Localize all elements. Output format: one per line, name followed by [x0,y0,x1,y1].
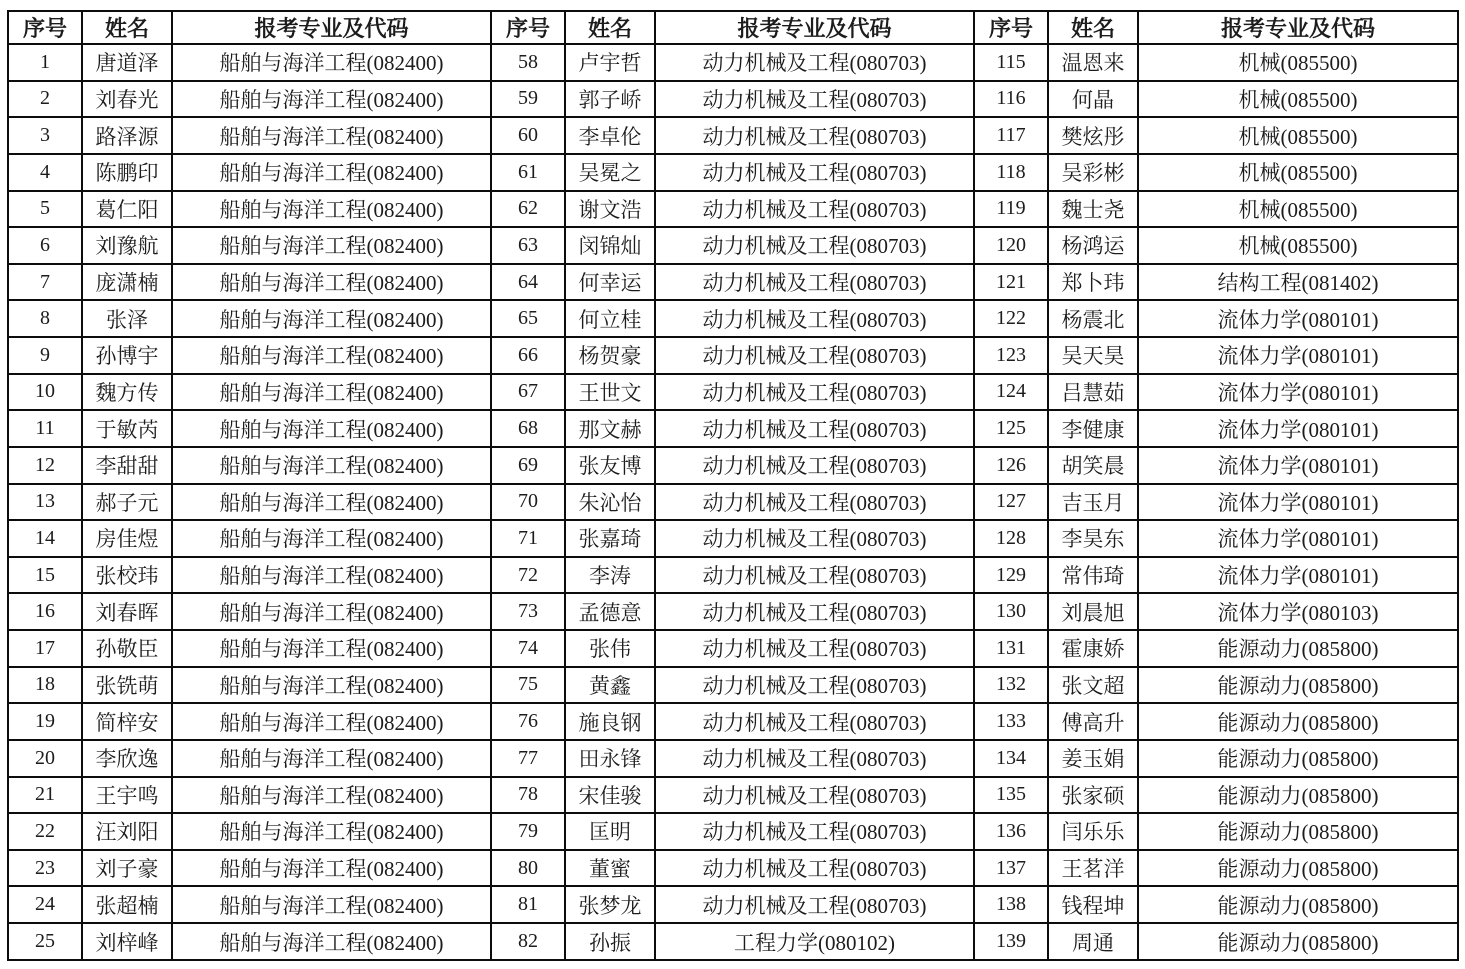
name-cell: 郭子峤 [565,81,655,118]
major-cell: 流体力学(080101) [1138,447,1458,484]
major-cell: 动力机械及工程(080703) [655,300,974,337]
name-cell: 路泽源 [82,117,172,154]
name-cell: 钱程坤 [1048,886,1138,923]
name-cell: 闵锦灿 [565,227,655,264]
name-cell: 张校玮 [82,557,172,594]
major-cell: 船舶与海洋工程(082400) [172,630,491,667]
name-cell: 张泽 [82,300,172,337]
name-cell: 王世文 [565,374,655,411]
name-cell: 王宇鸣 [82,777,172,814]
name-cell: 李健康 [1048,410,1138,447]
major-cell: 流体力学(080101) [1138,484,1458,521]
major-cell: 流体力学(080101) [1138,557,1458,594]
seq-cell: 125 [974,410,1048,447]
major-cell: 能源动力(085800) [1138,850,1458,887]
seq-cell: 23 [8,850,82,887]
seq-cell: 123 [974,337,1048,374]
seq-cell: 13 [8,484,82,521]
seq-cell: 25 [8,923,82,960]
seq-cell: 131 [974,630,1048,667]
name-cell: 董蜜 [565,850,655,887]
seq-cell: 115 [974,44,1048,81]
seq-cell: 120 [974,227,1048,264]
seq-cell: 137 [974,850,1048,887]
seq-cell: 8 [8,300,82,337]
major-cell: 动力机械及工程(080703) [655,117,974,154]
name-cell: 郝子元 [82,484,172,521]
seq-cell: 7 [8,264,82,301]
seq-cell: 119 [974,191,1048,228]
major-cell: 船舶与海洋工程(082400) [172,593,491,630]
name-cell: 郑卜玮 [1048,264,1138,301]
seq-cell: 62 [491,191,565,228]
seq-cell: 128 [974,520,1048,557]
name-cell: 张家硕 [1048,777,1138,814]
major-cell: 船舶与海洋工程(082400) [172,703,491,740]
seq-cell: 71 [491,520,565,557]
seq-cell: 63 [491,227,565,264]
seq-cell: 132 [974,667,1048,704]
major-cell: 流体力学(080101) [1138,520,1458,557]
table-row [8,667,1458,704]
major-cell: 船舶与海洋工程(082400) [172,484,491,521]
major-cell: 机械(085500) [1138,191,1458,228]
major-cell: 船舶与海洋工程(082400) [172,264,491,301]
name-cell: 于敏芮 [82,410,172,447]
column-header-seq: 序号 [491,11,565,44]
major-cell: 动力机械及工程(080703) [655,484,974,521]
name-cell: 刘春晖 [82,593,172,630]
name-cell: 孟德意 [565,593,655,630]
seq-cell: 66 [491,337,565,374]
seq-cell: 58 [491,44,565,81]
name-cell: 姜玉娟 [1048,740,1138,777]
name-cell: 孙振 [565,923,655,960]
candidate-roster-table [7,10,1459,961]
major-cell: 船舶与海洋工程(082400) [172,117,491,154]
major-cell: 船舶与海洋工程(082400) [172,667,491,704]
major-cell: 能源动力(085800) [1138,777,1458,814]
name-cell: 常伟琦 [1048,557,1138,594]
name-cell: 房佳煜 [82,520,172,557]
name-cell: 胡笑晨 [1048,447,1138,484]
seq-cell: 12 [8,447,82,484]
column-header-name: 姓名 [82,11,172,44]
name-cell: 刘子豪 [82,850,172,887]
major-cell: 工程力学(080102) [655,923,974,960]
major-cell: 船舶与海洋工程(082400) [172,740,491,777]
name-cell: 杨鸿运 [1048,227,1138,264]
column-header-seq: 序号 [8,11,82,44]
seq-cell: 59 [491,81,565,118]
name-cell: 何立桂 [565,300,655,337]
major-cell: 动力机械及工程(080703) [655,44,974,81]
major-cell: 机械(085500) [1138,154,1458,191]
seq-cell: 19 [8,703,82,740]
major-cell: 船舶与海洋工程(082400) [172,557,491,594]
column-header-major: 报考专业及代码 [172,11,491,44]
seq-cell: 22 [8,813,82,850]
major-cell: 动力机械及工程(080703) [655,154,974,191]
name-cell: 张嘉琦 [565,520,655,557]
table-row [8,777,1458,814]
seq-cell: 121 [974,264,1048,301]
table-row [8,300,1458,337]
seq-cell: 116 [974,81,1048,118]
seq-cell: 20 [8,740,82,777]
seq-cell: 72 [491,557,565,594]
seq-cell: 122 [974,300,1048,337]
table-row [8,484,1458,521]
name-cell: 孙博宇 [82,337,172,374]
name-cell: 吴天昊 [1048,337,1138,374]
major-cell: 船舶与海洋工程(082400) [172,923,491,960]
major-cell: 流体力学(080101) [1138,410,1458,447]
name-cell: 樊炫彤 [1048,117,1138,154]
major-cell: 船舶与海洋工程(082400) [172,520,491,557]
seq-cell: 73 [491,593,565,630]
seq-cell: 135 [974,777,1048,814]
major-cell: 动力机械及工程(080703) [655,593,974,630]
major-cell: 动力机械及工程(080703) [655,813,974,850]
major-cell: 动力机械及工程(080703) [655,850,974,887]
name-cell: 魏方传 [82,374,172,411]
major-cell: 船舶与海洋工程(082400) [172,81,491,118]
major-cell: 船舶与海洋工程(082400) [172,154,491,191]
major-cell: 船舶与海洋工程(082400) [172,374,491,411]
seq-cell: 117 [974,117,1048,154]
table-row [8,410,1458,447]
table-row [8,154,1458,191]
name-cell: 闫乐乐 [1048,813,1138,850]
major-cell: 动力机械及工程(080703) [655,191,974,228]
table-row [8,447,1458,484]
seq-cell: 60 [491,117,565,154]
name-cell: 王茗洋 [1048,850,1138,887]
name-cell: 张文超 [1048,667,1138,704]
name-cell: 宋佳骏 [565,777,655,814]
name-cell: 张伟 [565,630,655,667]
seq-cell: 17 [8,630,82,667]
name-cell: 刘梓峰 [82,923,172,960]
name-cell: 霍康娇 [1048,630,1138,667]
seq-cell: 81 [491,886,565,923]
major-cell: 动力机械及工程(080703) [655,410,974,447]
major-cell: 能源动力(085800) [1138,886,1458,923]
seq-cell: 61 [491,154,565,191]
seq-cell: 11 [8,410,82,447]
name-cell: 何晶 [1048,81,1138,118]
column-header-major: 报考专业及代码 [655,11,974,44]
seq-cell: 15 [8,557,82,594]
major-cell: 动力机械及工程(080703) [655,337,974,374]
seq-cell: 129 [974,557,1048,594]
table-row [8,227,1458,264]
seq-cell: 127 [974,484,1048,521]
seq-cell: 65 [491,300,565,337]
seq-cell: 77 [491,740,565,777]
table-row [8,850,1458,887]
seq-cell: 68 [491,410,565,447]
seq-cell: 4 [8,154,82,191]
seq-cell: 24 [8,886,82,923]
seq-cell: 18 [8,667,82,704]
name-cell: 李欣逸 [82,740,172,777]
seq-cell: 10 [8,374,82,411]
seq-cell: 130 [974,593,1048,630]
name-cell: 匡明 [565,813,655,850]
major-cell: 能源动力(085800) [1138,740,1458,777]
major-cell: 能源动力(085800) [1138,923,1458,960]
major-cell: 结构工程(081402) [1138,264,1458,301]
major-cell: 能源动力(085800) [1138,703,1458,740]
name-cell: 温恩来 [1048,44,1138,81]
seq-cell: 139 [974,923,1048,960]
major-cell: 动力机械及工程(080703) [655,520,974,557]
major-cell: 流体力学(080101) [1138,300,1458,337]
header-row [8,11,1458,44]
seq-cell: 14 [8,520,82,557]
major-cell: 流体力学(080103) [1138,593,1458,630]
table-row [8,703,1458,740]
table-row [8,557,1458,594]
name-cell: 刘晨旭 [1048,593,1138,630]
major-cell: 机械(085500) [1138,81,1458,118]
major-cell: 动力机械及工程(080703) [655,227,974,264]
seq-cell: 76 [491,703,565,740]
name-cell: 卢宇哲 [565,44,655,81]
table-row [8,813,1458,850]
major-cell: 动力机械及工程(080703) [655,264,974,301]
major-cell: 船舶与海洋工程(082400) [172,850,491,887]
name-cell: 何幸运 [565,264,655,301]
name-cell: 施良钢 [565,703,655,740]
major-cell: 船舶与海洋工程(082400) [172,227,491,264]
name-cell: 张友博 [565,447,655,484]
name-cell: 孙敬臣 [82,630,172,667]
major-cell: 能源动力(085800) [1138,630,1458,667]
major-cell: 船舶与海洋工程(082400) [172,300,491,337]
seq-cell: 5 [8,191,82,228]
name-cell: 朱沁怡 [565,484,655,521]
table-row [8,886,1458,923]
seq-cell: 74 [491,630,565,667]
name-cell: 吉玉月 [1048,484,1138,521]
name-cell: 张超楠 [82,886,172,923]
major-cell: 能源动力(085800) [1138,667,1458,704]
major-cell: 动力机械及工程(080703) [655,667,974,704]
name-cell: 陈鹏印 [82,154,172,191]
name-cell: 张铣萌 [82,667,172,704]
name-cell: 吴冕之 [565,154,655,191]
name-cell: 那文赫 [565,410,655,447]
major-cell: 船舶与海洋工程(082400) [172,886,491,923]
table-row [8,337,1458,374]
seq-cell: 79 [491,813,565,850]
name-cell: 张梦龙 [565,886,655,923]
name-cell: 刘春光 [82,81,172,118]
major-cell: 动力机械及工程(080703) [655,777,974,814]
table-row [8,264,1458,301]
major-cell: 能源动力(085800) [1138,813,1458,850]
table-row [8,520,1458,557]
table-row [8,593,1458,630]
name-cell: 李卓伦 [565,117,655,154]
seq-cell: 75 [491,667,565,704]
seq-cell: 69 [491,447,565,484]
table-row [8,81,1458,118]
table-row [8,117,1458,154]
name-cell: 汪刘阳 [82,813,172,850]
name-cell: 吕慧茹 [1048,374,1138,411]
name-cell: 杨贺豪 [565,337,655,374]
name-cell: 傅高升 [1048,703,1138,740]
seq-cell: 133 [974,703,1048,740]
column-header-name: 姓名 [1048,11,1138,44]
seq-cell: 138 [974,886,1048,923]
major-cell: 船舶与海洋工程(082400) [172,813,491,850]
table-row [8,191,1458,228]
name-cell: 周通 [1048,923,1138,960]
seq-cell: 2 [8,81,82,118]
seq-cell: 82 [491,923,565,960]
major-cell: 动力机械及工程(080703) [655,740,974,777]
seq-cell: 80 [491,850,565,887]
name-cell: 吴彩彬 [1048,154,1138,191]
seq-cell: 1 [8,44,82,81]
major-cell: 动力机械及工程(080703) [655,81,974,118]
major-cell: 船舶与海洋工程(082400) [172,447,491,484]
major-cell: 机械(085500) [1138,117,1458,154]
major-cell: 动力机械及工程(080703) [655,630,974,667]
major-cell: 动力机械及工程(080703) [655,557,974,594]
table-row [8,740,1458,777]
seq-cell: 9 [8,337,82,374]
name-cell: 杨震北 [1048,300,1138,337]
name-cell: 谢文浩 [565,191,655,228]
major-cell: 船舶与海洋工程(082400) [172,777,491,814]
seq-cell: 78 [491,777,565,814]
seq-cell: 136 [974,813,1048,850]
major-cell: 船舶与海洋工程(082400) [172,337,491,374]
seq-cell: 134 [974,740,1048,777]
major-cell: 动力机械及工程(080703) [655,374,974,411]
seq-cell: 64 [491,264,565,301]
name-cell: 李甜甜 [82,447,172,484]
name-cell: 庞潇楠 [82,264,172,301]
column-header-name: 姓名 [565,11,655,44]
name-cell: 魏士尧 [1048,191,1138,228]
major-cell: 动力机械及工程(080703) [655,703,974,740]
name-cell: 葛仁阳 [82,191,172,228]
major-cell: 船舶与海洋工程(082400) [172,410,491,447]
name-cell: 田永锋 [565,740,655,777]
name-cell: 李涛 [565,557,655,594]
seq-cell: 118 [974,154,1048,191]
seq-cell: 16 [8,593,82,630]
name-cell: 唐道泽 [82,44,172,81]
table-row [8,374,1458,411]
name-cell: 黄鑫 [565,667,655,704]
seq-cell: 124 [974,374,1048,411]
seq-cell: 6 [8,227,82,264]
column-header-major: 报考专业及代码 [1138,11,1458,44]
major-cell: 机械(085500) [1138,227,1458,264]
seq-cell: 21 [8,777,82,814]
table-row [8,630,1458,667]
seq-cell: 3 [8,117,82,154]
seq-cell: 126 [974,447,1048,484]
name-cell: 刘豫航 [82,227,172,264]
seq-cell: 70 [491,484,565,521]
table-row [8,923,1458,960]
major-cell: 船舶与海洋工程(082400) [172,44,491,81]
major-cell: 动力机械及工程(080703) [655,447,974,484]
major-cell: 船舶与海洋工程(082400) [172,191,491,228]
name-cell: 简梓安 [82,703,172,740]
seq-cell: 67 [491,374,565,411]
major-cell: 动力机械及工程(080703) [655,886,974,923]
major-cell: 机械(085500) [1138,44,1458,81]
major-cell: 流体力学(080101) [1138,337,1458,374]
table-row [8,44,1458,81]
major-cell: 流体力学(080101) [1138,374,1458,411]
column-header-seq: 序号 [974,11,1048,44]
name-cell: 李昊东 [1048,520,1138,557]
